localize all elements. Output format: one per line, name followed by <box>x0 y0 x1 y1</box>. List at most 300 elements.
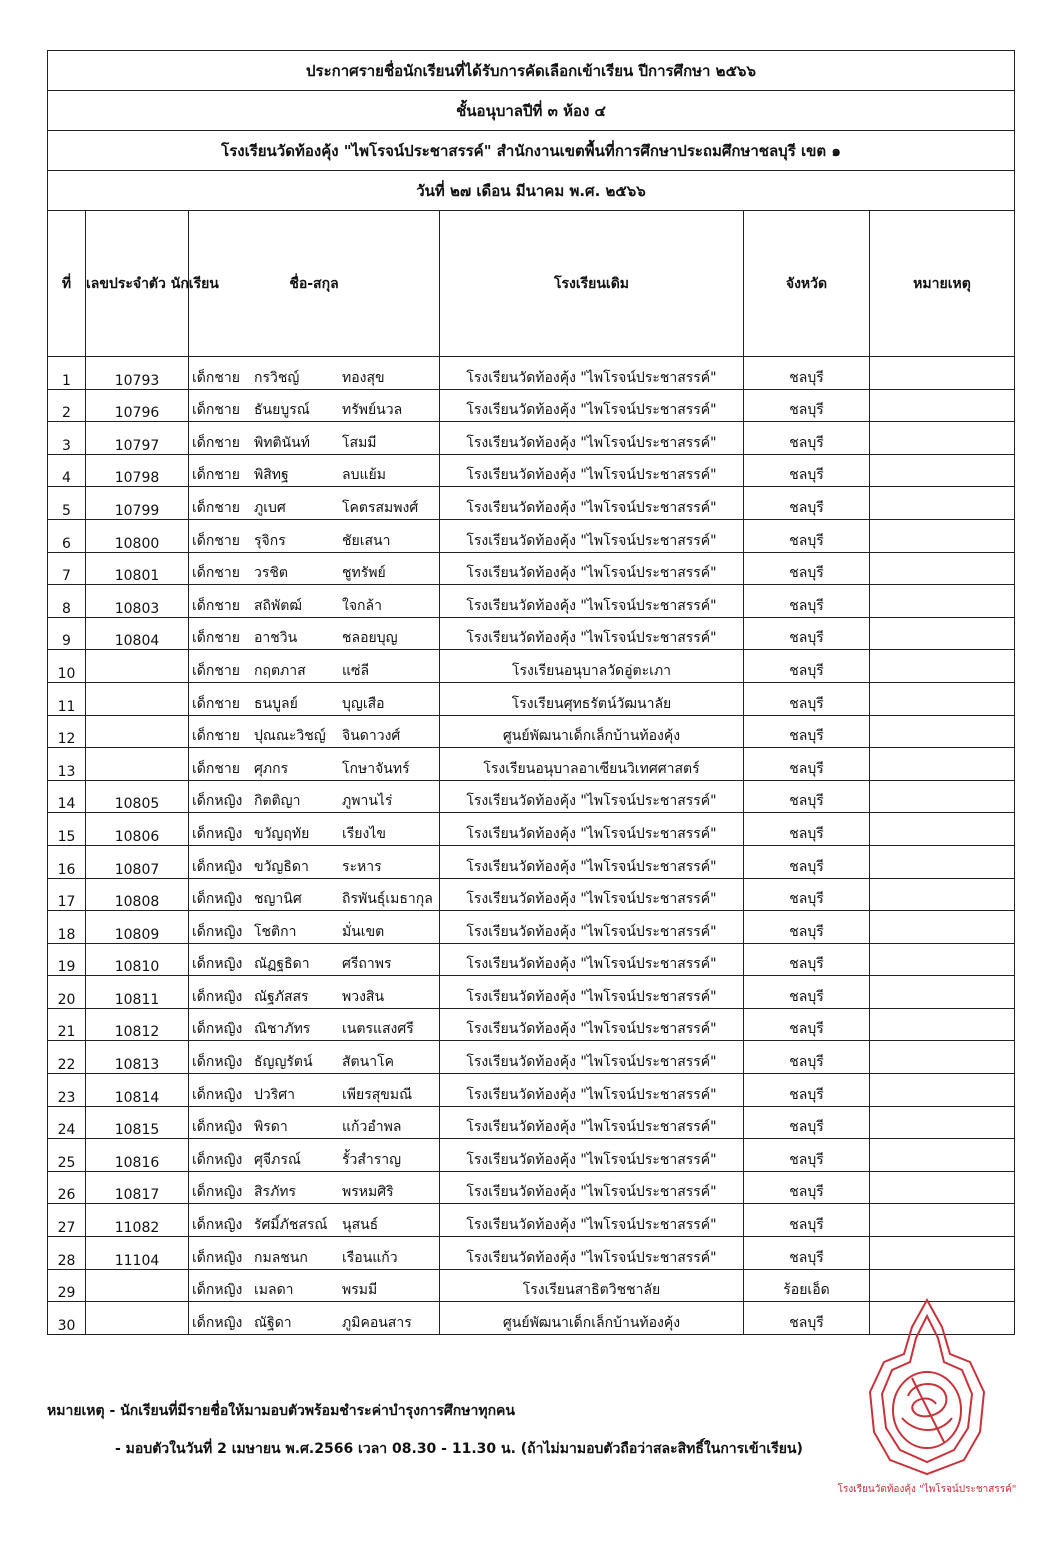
student-id: 10814 <box>86 1074 189 1107</box>
remark <box>870 1171 1015 1204</box>
row-number: 17 <box>48 878 86 911</box>
remark <box>870 1106 1015 1139</box>
student-name <box>189 617 440 650</box>
student-name <box>189 682 440 715</box>
announcement-title: ประกาศรายชื่อนักเรียนที่ได้รับการคัดเลือกเข้าเรียน ปีการศึกษา ๒๕๖๖ <box>48 51 1015 91</box>
header-no: ที่ <box>48 211 86 357</box>
last-name: โคตรสมพงศ์ <box>342 499 419 516</box>
table-row <box>48 617 1015 650</box>
remark <box>870 1041 1015 1074</box>
announcement-date: วันที่ ๒๗ เดือน มีนาคม พ.ศ. ๒๕๖๖ <box>48 171 1015 211</box>
first-name: ณัฐิดา <box>254 1314 292 1331</box>
last-name: สัตนาโค <box>342 1054 394 1071</box>
previous-school: โรงเรียนวัดท้องคุ้ง "ไพโรจน์ประชาสรรค์" <box>440 1106 744 1139</box>
row-number: 2 <box>48 389 86 422</box>
previous-school: โรงเรียนวัดท้องคุ้ง "ไพโรจน์ประชาสรรค์" <box>440 487 744 520</box>
student-name <box>189 1106 440 1139</box>
remark <box>870 878 1015 911</box>
name-prefix: เด็กหญิง <box>192 1282 243 1299</box>
header-province: จังหวัด <box>744 211 870 357</box>
province: ร้อยเอ็ด <box>744 1269 870 1302</box>
student-name <box>189 519 440 552</box>
first-name: ปวริศา <box>254 1086 296 1103</box>
last-name: พรมมี <box>342 1282 378 1299</box>
note-line-1 <box>47 1392 803 1430</box>
last-name: นุสนธ์ <box>342 1217 379 1234</box>
table-row <box>48 650 1015 683</box>
student-id: 10817 <box>86 1171 189 1204</box>
last-name: เรียงไข <box>342 825 386 842</box>
remark <box>870 552 1015 585</box>
table-row <box>48 943 1015 976</box>
student-id: 11082 <box>86 1204 189 1237</box>
header-student-id: เลขประจำตัว นักเรียน <box>86 211 189 357</box>
row-number: 7 <box>48 552 86 585</box>
previous-school: โรงเรียนวัดท้องคุ้ง "ไพโรจน์ประชาสรรค์" <box>440 1237 744 1270</box>
row-number: 5 <box>48 487 86 520</box>
province: ชลบุรี <box>744 1237 870 1270</box>
first-name: ขวัญฤทัย <box>254 825 310 842</box>
row-number: 11 <box>48 682 86 715</box>
row-number: 29 <box>48 1269 86 1302</box>
name-prefix: เด็กชาย <box>192 565 240 582</box>
name-prefix: เด็กหญิง <box>192 1184 243 1201</box>
remark <box>870 389 1015 422</box>
first-name: ชญานิศ <box>254 891 302 908</box>
name-prefix: เด็กหญิง <box>192 1086 243 1103</box>
name-prefix: เด็กหญิง <box>192 793 243 810</box>
row-number: 12 <box>48 715 86 748</box>
row-number: 19 <box>48 943 86 976</box>
first-name: โชติกา <box>254 923 297 940</box>
last-name: ภูมิคอนสาร <box>342 1314 412 1331</box>
student-name <box>189 748 440 781</box>
remark <box>870 519 1015 552</box>
name-prefix: เด็กหญิง <box>192 1054 243 1071</box>
province: ชลบุรี <box>744 650 870 683</box>
student-name <box>189 1302 440 1335</box>
student-id: 10805 <box>86 780 189 813</box>
name-prefix: เด็กชาย <box>192 728 240 745</box>
last-name: ทองสุข <box>342 369 385 386</box>
first-name: ขวัญธิดา <box>254 858 309 875</box>
student-id: 10806 <box>86 813 189 846</box>
table-row <box>48 389 1015 422</box>
remark <box>870 1204 1015 1237</box>
remark <box>870 617 1015 650</box>
remark <box>870 454 1015 487</box>
table-row <box>48 1204 1015 1237</box>
first-name: สถิพัตฒ์ <box>254 597 302 614</box>
previous-school: โรงเรียนวัดท้องคุ้ง "ไพโรจน์ประชาสรรค์" <box>440 422 744 455</box>
row-number: 25 <box>48 1139 86 1172</box>
province: ชลบุรี <box>744 878 870 911</box>
table-row <box>48 1074 1015 1107</box>
student-id: 10811 <box>86 976 189 1009</box>
previous-school: โรงเรียนวัดท้องคุ้ง "ไพโรจน์ประชาสรรค์" <box>440 943 744 976</box>
table-row <box>48 1139 1015 1172</box>
first-name: ธนบูลย์ <box>254 695 298 712</box>
last-name: ทรัพย์นวล <box>342 402 403 419</box>
table-row <box>48 1171 1015 1204</box>
row-number: 4 <box>48 454 86 487</box>
student-name <box>189 454 440 487</box>
student-id: 10799 <box>86 487 189 520</box>
student-id <box>86 1302 189 1335</box>
remark <box>870 487 1015 520</box>
student-name <box>189 715 440 748</box>
name-prefix: เด็กชาย <box>192 434 240 451</box>
remark <box>870 1237 1015 1270</box>
header-name: ชื่อ-สกุล <box>189 211 440 357</box>
table-row <box>48 1237 1015 1270</box>
first-name: กฤตภาส <box>254 662 306 679</box>
table-row <box>48 748 1015 781</box>
name-prefix: เด็กชาย <box>192 467 240 484</box>
name-prefix: เด็กชาย <box>192 402 240 419</box>
row-number: 13 <box>48 748 86 781</box>
previous-school: ศูนย์พัฒนาเด็กเล็กบ้านท้องคุ้ง <box>440 1302 744 1335</box>
row-number: 10 <box>48 650 86 683</box>
student-name <box>189 389 440 422</box>
student-name <box>189 1041 440 1074</box>
province: ชลบุรี <box>744 1074 870 1107</box>
remark <box>870 813 1015 846</box>
previous-school: โรงเรียนวัดท้องคุ้ง "ไพโรจน์ประชาสรรค์" <box>440 911 744 944</box>
first-name: สิรภัทร <box>254 1184 297 1201</box>
last-name: เนตรแสงศรี <box>342 1021 414 1038</box>
last-name: ใจกล้า <box>342 597 382 614</box>
remark <box>870 1074 1015 1107</box>
first-name: ศุภกร <box>254 760 289 777</box>
previous-school: ศูนย์พัฒนาเด็กเล็กบ้านท้องคุ้ง <box>440 715 744 748</box>
previous-school: โรงเรียนวัดท้องคุ้ง "ไพโรจน์ประชาสรรค์" <box>440 617 744 650</box>
last-name: แก้วอำพล <box>342 1119 402 1136</box>
name-prefix: เด็กชาย <box>192 662 240 679</box>
first-name: กรวิชญ์ <box>254 369 300 386</box>
student-id: 11104 <box>86 1237 189 1270</box>
row-number: 16 <box>48 845 86 878</box>
province: ชลบุรี <box>744 1106 870 1139</box>
previous-school: โรงเรียนวัดท้องคุ้ง "ไพโรจน์ประชาสรรค์" <box>440 1171 744 1204</box>
province: ชลบุรี <box>744 422 870 455</box>
first-name: กิตติญา <box>254 793 301 810</box>
province: ชลบุรี <box>744 780 870 813</box>
student-name <box>189 650 440 683</box>
province: ชลบุรี <box>744 813 870 846</box>
name-prefix: เด็กหญิง <box>192 1151 243 1168</box>
previous-school: โรงเรียนวัดท้องคุ้ง "ไพโรจน์ประชาสรรค์" <box>440 1041 744 1074</box>
student-id <box>86 748 189 781</box>
province: ชลบุรี <box>744 976 870 1009</box>
previous-school: โรงเรียนวัดท้องคุ้ง "ไพโรจน์ประชาสรรค์" <box>440 1074 744 1107</box>
student-id: 10809 <box>86 911 189 944</box>
student-name <box>189 1237 440 1270</box>
first-name: อาชวิน <box>254 630 298 647</box>
table-row <box>48 976 1015 1009</box>
remark <box>870 585 1015 618</box>
student-id: 10796 <box>86 389 189 422</box>
first-name: ธัญญรัตน์ <box>254 1054 313 1071</box>
name-prefix: เด็กหญิง <box>192 825 243 842</box>
name-prefix: เด็กชาย <box>192 532 240 549</box>
first-name: ณิชาภัทร <box>254 1021 311 1038</box>
last-name: ระหาร <box>342 858 382 875</box>
last-name: ลบแย้ม <box>342 467 386 484</box>
name-prefix: เด็กหญิง <box>192 1314 243 1331</box>
province: ชลบุรี <box>744 911 870 944</box>
seal-text: โรงเรียนวัดท้องคุ้ง "ไพโรจน์ประชาสรรค์" <box>837 1484 1017 1495</box>
remark <box>870 748 1015 781</box>
first-name: ณัฐภัสสร <box>254 988 309 1005</box>
name-prefix: เด็กหญิง <box>192 1119 243 1136</box>
previous-school: โรงเรียนวัดท้องคุ้ง "ไพโรจน์ประชาสรรค์" <box>440 976 744 1009</box>
table-row <box>48 454 1015 487</box>
previous-school: โรงเรียนวัดท้องคุ้ง "ไพโรจน์ประชาสรรค์" <box>440 845 744 878</box>
table-row <box>48 911 1015 944</box>
remark <box>870 682 1015 715</box>
province: ชลบุรี <box>744 682 870 715</box>
row-number: 27 <box>48 1204 86 1237</box>
row-number: 23 <box>48 1074 86 1107</box>
last-name: โสมมี <box>342 434 377 451</box>
province: ชลบุรี <box>744 389 870 422</box>
first-name: วรชิต <box>254 565 288 582</box>
province: ชลบุรี <box>744 1139 870 1172</box>
remark <box>870 845 1015 878</box>
row-number: 24 <box>48 1106 86 1139</box>
notes-label: หมายเหตุ <box>47 1403 105 1419</box>
province: ชลบุรี <box>744 617 870 650</box>
name-prefix: เด็กหญิง <box>192 1249 243 1266</box>
remark <box>870 715 1015 748</box>
student-list-table <box>47 50 1015 1335</box>
first-name: พิสิทฐ <box>254 467 289 484</box>
student-id: 10812 <box>86 1008 189 1041</box>
last-name: รั้วสำราญ <box>342 1151 402 1168</box>
student-name <box>189 780 440 813</box>
name-prefix: เด็กหญิง <box>192 956 243 973</box>
student-id: 10804 <box>86 617 189 650</box>
name-prefix: เด็กชาย <box>192 597 240 614</box>
first-name: รุจิกร <box>254 532 286 549</box>
last-name: แซ่ลี <box>342 662 370 679</box>
student-id: 10813 <box>86 1041 189 1074</box>
student-name <box>189 552 440 585</box>
student-id: 10801 <box>86 552 189 585</box>
notes-section <box>47 1392 803 1468</box>
student-name <box>189 943 440 976</box>
student-id: 10798 <box>86 454 189 487</box>
table-row <box>48 813 1015 846</box>
last-name: ชัยเสนา <box>342 532 391 549</box>
student-name <box>189 976 440 1009</box>
last-name: มั่นเขต <box>342 923 385 940</box>
province: ชลบุรี <box>744 552 870 585</box>
first-name: ธันยบูรณ์ <box>254 402 310 419</box>
remark <box>870 976 1015 1009</box>
last-name: เพียรสุขมณี <box>342 1086 413 1103</box>
name-prefix: เด็กชาย <box>192 695 240 712</box>
table-row <box>48 422 1015 455</box>
previous-school: โรงเรียนวัดท้องคุ้ง "ไพโรจน์ประชาสรรค์" <box>440 1204 744 1237</box>
remark <box>870 357 1015 390</box>
first-name: พิรดา <box>254 1119 288 1136</box>
school-line: โรงเรียนวัดท้องคุ้ง "ไพโรจน์ประชาสรรค์" สำนักงานเขตพื้นที่การศึกษาประถมศึกษาชลบุรี เขต ๑ <box>48 131 1015 171</box>
previous-school: โรงเรียนวัดท้องคุ้ง "ไพโรจน์ประชาสรรค์" <box>440 780 744 813</box>
student-id: 10815 <box>86 1106 189 1139</box>
previous-school: โรงเรียนอนุบาลวัดอู่ตะเภา <box>440 650 744 683</box>
column-header-row <box>48 211 1015 357</box>
first-name: ภูเบศ <box>254 499 286 516</box>
province: ชลบุรี <box>744 1302 870 1335</box>
student-name <box>189 1269 440 1302</box>
student-id: 10816 <box>86 1139 189 1172</box>
remark <box>870 1139 1015 1172</box>
last-name: พรหมศิริ <box>342 1184 394 1201</box>
student-name <box>189 487 440 520</box>
last-name: โกษาจันทร์ <box>342 760 410 777</box>
last-name: เรือนแก้ว <box>342 1249 398 1266</box>
student-name <box>189 813 440 846</box>
student-id <box>86 682 189 715</box>
row-number: 18 <box>48 911 86 944</box>
last-name: ชูทรัพย์ <box>342 565 386 582</box>
previous-school: โรงเรียนอนุบาลอาเซียนวิเทศศาสตร์ <box>440 748 744 781</box>
remark <box>870 911 1015 944</box>
previous-school: โรงเรียนวัดท้องคุ้ง "ไพโรจน์ประชาสรรค์" <box>440 813 744 846</box>
name-prefix: เด็กชาย <box>192 499 240 516</box>
remark <box>870 780 1015 813</box>
last-name: ชลอยบุญ <box>342 630 398 647</box>
name-prefix: เด็กหญิง <box>192 891 243 908</box>
last-name: บุญเสือ <box>342 695 385 712</box>
province: ชลบุรี <box>744 748 870 781</box>
first-name: ศุจีภรณ์ <box>254 1151 301 1168</box>
student-id <box>86 715 189 748</box>
student-name <box>189 911 440 944</box>
row-number: 1 <box>48 357 86 390</box>
first-name: ปุณณะวิชญ์ <box>254 728 326 745</box>
province: ชลบุรี <box>744 1008 870 1041</box>
table-row <box>48 1106 1015 1139</box>
student-name <box>189 585 440 618</box>
name-prefix: เด็กชาย <box>192 630 240 647</box>
note-line-2: - มอบตัวในวันที่ 2 เมษายน พ.ศ.2566 เวลา 08.30 - 11.30 น. (ถ้าไม่มามอบตัวถือว่าสละสิทธิ์ในการเข้าเรียน) <box>115 1441 803 1457</box>
name-prefix: เด็กหญิง <box>192 988 243 1005</box>
student-name <box>189 1008 440 1041</box>
student-id: 10808 <box>86 878 189 911</box>
student-id: 10810 <box>86 943 189 976</box>
table-row <box>48 878 1015 911</box>
table-row <box>48 715 1015 748</box>
row-number: 22 <box>48 1041 86 1074</box>
province: ชลบุรี <box>744 585 870 618</box>
previous-school: โรงเรียนสาธิตวิชชาลัย <box>440 1269 744 1302</box>
row-number: 28 <box>48 1237 86 1270</box>
school-seal-stamp <box>837 1292 1017 1502</box>
province: ชลบุรี <box>744 454 870 487</box>
note-text-1: - นักเรียนที่มีรายชื่อให้มามอบตัวพร้อมชำระค่าบำรุงการศึกษาทุกคน <box>109 1403 515 1419</box>
previous-school: โรงเรียนวัดท้องคุ้ง "ไพโรจน์ประชาสรรค์" <box>440 357 744 390</box>
row-number: 3 <box>48 422 86 455</box>
student-name <box>189 845 440 878</box>
student-name <box>189 878 440 911</box>
student-id <box>86 1269 189 1302</box>
name-prefix: เด็กชาย <box>192 760 240 777</box>
student-name <box>189 422 440 455</box>
province: ชลบุรี <box>744 715 870 748</box>
row-number: 30 <box>48 1302 86 1335</box>
table-row <box>48 1041 1015 1074</box>
previous-school: โรงเรียนวัดท้องคุ้ง "ไพโรจน์ประชาสรรค์" <box>440 585 744 618</box>
student-name <box>189 1139 440 1172</box>
name-prefix: เด็กหญิง <box>192 858 243 875</box>
table-row <box>48 519 1015 552</box>
table-row <box>48 682 1015 715</box>
remark <box>870 943 1015 976</box>
province: ชลบุรี <box>744 943 870 976</box>
table-row <box>48 487 1015 520</box>
first-name: รัศมิ์ภัชสรณ์ <box>254 1217 328 1234</box>
name-prefix: เด็กหญิง <box>192 1021 243 1038</box>
remark <box>870 422 1015 455</box>
student-id: 10807 <box>86 845 189 878</box>
last-name: ภูพานไร่ <box>342 793 393 810</box>
last-name: พวงสิน <box>342 988 385 1005</box>
previous-school: โรงเรียนวัดท้องคุ้ง "ไพโรจน์ประชาสรรค์" <box>440 454 744 487</box>
province: ชลบุรี <box>744 357 870 390</box>
first-name: ณัฏฐธิดา <box>254 956 310 973</box>
student-id: 10797 <box>86 422 189 455</box>
name-prefix: เด็กหญิง <box>192 1217 243 1234</box>
row-number: 26 <box>48 1171 86 1204</box>
last-name: จินดาวงศ์ <box>342 728 401 745</box>
student-id: 10793 <box>86 357 189 390</box>
province: ชลบุรี <box>744 519 870 552</box>
table-row <box>48 1008 1015 1041</box>
province: ชลบุรี <box>744 1041 870 1074</box>
student-id: 10800 <box>86 519 189 552</box>
previous-school: โรงเรียนวัดท้องคุ้ง "ไพโรจน์ประชาสรรค์" <box>440 1008 744 1041</box>
student-id <box>86 650 189 683</box>
row-number: 8 <box>48 585 86 618</box>
row-number: 21 <box>48 1008 86 1041</box>
student-name <box>189 1171 440 1204</box>
row-number: 20 <box>48 976 86 1009</box>
name-prefix: เด็กชาย <box>192 369 240 386</box>
table-row <box>48 780 1015 813</box>
header-prev-school: โรงเรียนเดิม <box>440 211 744 357</box>
first-name: พิทตินันท์ <box>254 434 310 451</box>
previous-school: โรงเรียนวัดท้องคุ้ง "ไพโรจน์ประชาสรรค์" <box>440 519 744 552</box>
row-number: 6 <box>48 519 86 552</box>
previous-school: โรงเรียนวัดท้องคุ้ง "ไพโรจน์ประชาสรรค์" <box>440 552 744 585</box>
remark <box>870 1008 1015 1041</box>
row-number: 9 <box>48 617 86 650</box>
student-name <box>189 1074 440 1107</box>
table-row <box>48 357 1015 390</box>
previous-school: โรงเรียนวัดท้องคุ้ง "ไพโรจน์ประชาสรรค์" <box>440 878 744 911</box>
first-name: กมลชนก <box>254 1249 308 1266</box>
student-name <box>189 1204 440 1237</box>
row-number: 15 <box>48 813 86 846</box>
header-remark: หมายเหตุ <box>870 211 1015 357</box>
province: ชลบุรี <box>744 1171 870 1204</box>
table-row <box>48 585 1015 618</box>
last-name: ถิรพันธุ์เมธากุล <box>342 891 433 908</box>
previous-school: โรงเรียนศุทธรัตน์วัฒนาลัย <box>440 682 744 715</box>
